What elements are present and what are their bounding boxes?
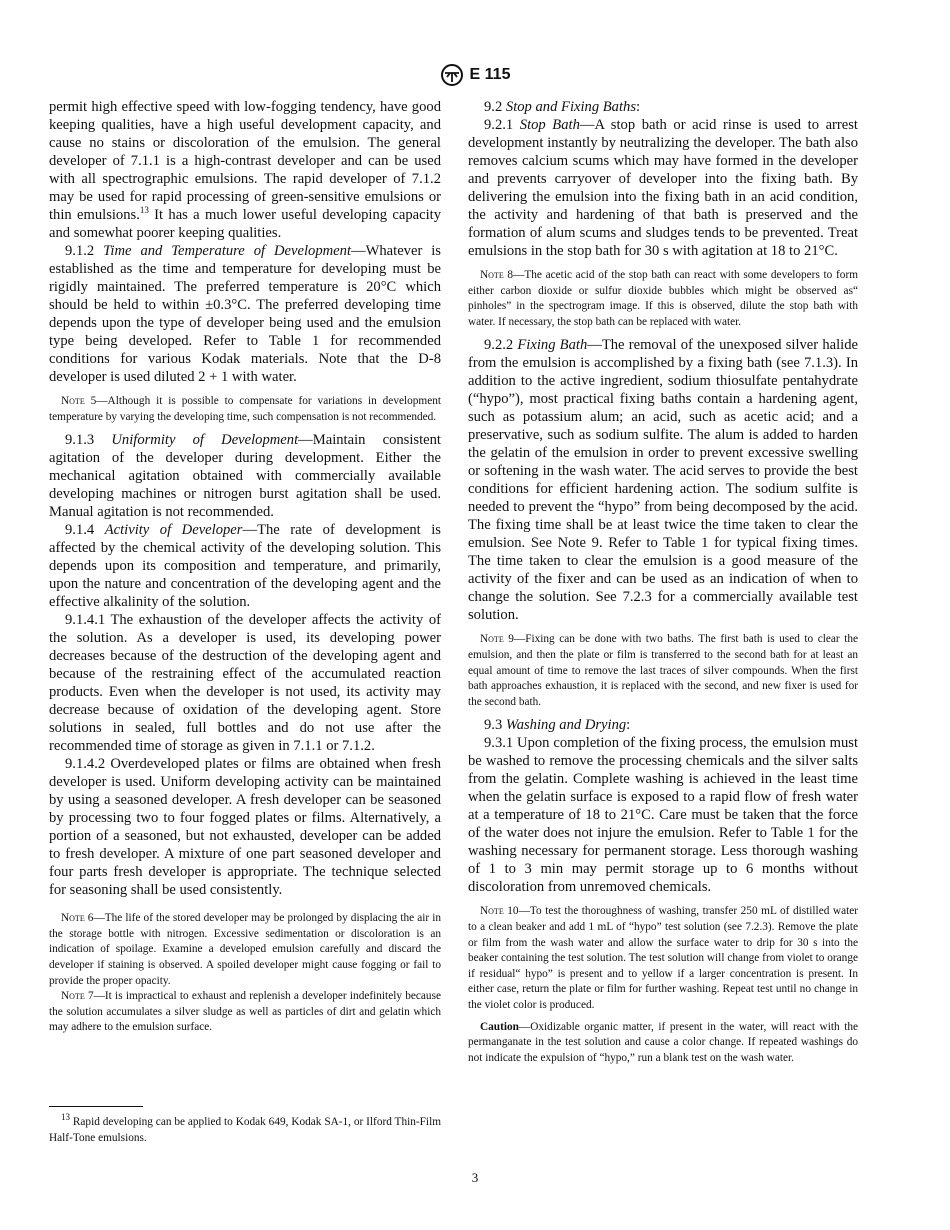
section-9-1-4-1: 9.1.4.1 The exhaustion of the developer affects the activity of the solution. As a developer is used, its developing power decreases because of the destruction of the developing agent and because of the restraining effect of the accumulated reaction products. Even when the developer is not used, its activity may decrease because of oxidation of the developing agent. Store solutions in sealed, full bottles and do not use after the recommended time of storage as given in 7.1.1 or 7.1.2. xyxy=(49,612,441,755)
footnote-ref[interactable]: 13 xyxy=(139,205,149,216)
footnote-divider xyxy=(49,1106,143,1107)
section-9-3-1: 9.3.1 Upon completion of the fixing process, the emulsion must be washed to remove the processing chemicals and the silver salts from the gelatin. Complete washing is achieved in the least time when the gelatin surface is exposed to a rapid flow of fresh water at a temperature of 18 to 21°C. Care must be taken that the force of the water does not injure the emulsion. Refer to Table 1 for the washing necessary for permanent storage. Less thorough washing of 1 to 3 min may permit storage up to 6 months without discoloration from unremoved chemicals. xyxy=(468,735,858,896)
section-9-1-4-2: 9.1.4.2 Overdeveloped plates or films are obtained when fresh developer is used. Uniform developing activity can be maintained by using a seasoned developer. A fresh developer can be seasoned by processing two to four fogged plates or films. Alternatively, a portion of a seasoned, but not exhausted, developer can be added to fresh developer. A mixture of one part seasoned developer and four parts fresh developer is appropriate. The technique selected for seasoning shall be used consistently. xyxy=(49,756,441,899)
section-9-3-heading: 9.3 Washing and Drying: xyxy=(484,717,631,734)
section-9-1-4: 9.1.4 Activity of Developer—The rate of development is affected by the chemical activity of the developing solution. This depends upon its composition and temperature, and primarily, upon the nature and concentration of the developing agent and the effective alkalinity of the solution. xyxy=(49,522,441,611)
page-header xyxy=(0,64,950,86)
note-10: Note 10—To test the thoroughness of washing, transfer 250 mL of distilled water to a clean beaker and add 1 mL of “hypo” test solution (see 7.2.3). Remove the plate or film from the wash water and allow the surface water to drip for 30 s into the beaker containing the test solution. The test solution will change from violet to orange if residual“ hypo” is present and to yellow if a larger concentration is present. In either case, return the plate or film for further washing. Repeat test until no change in the violet color is produced. xyxy=(468,905,858,1011)
paragraph-developer-intro: permit high effective speed with low-fogging tendency, have good keeping qualities, have a high useful development capacity, and cause no stains or discoloration of the emulsion. The general developer of 7.1.1 is a high-contrast developer and can be used with all spectrographic emulsions. The rapid developer of 7.1.2 may be used for rapid processing of green-sensitive emulsions or thin emulsions.$^{13}$ It has a much lower useful developing capacity and somewhat poorer keeping qualities. xyxy=(49,99,441,241)
note-5: Note 5—Although it is possible to compensate for variations in development temperature by varying the developing time, such compensation is not recommended. xyxy=(49,395,441,423)
section-9-1-3: 9.1.3 Uniformity of Development—Maintain consistent agitation of the developer during development. Either the mechanical agitation obtained with commercially available developing machines or nitrogen burst agitation shall be used. Manual agitation is not recommended. xyxy=(49,432,441,521)
footnote-13: $^{13}$ Rapid developing can be applied to Kodak 649, Kodak SA-1, or Ilford Thin-Film Half-Tone emulsions. xyxy=(49,1112,441,1144)
note-8: Note 8—The acetic acid of the stop bath can react with some developers to form either carbon dioxide or sulfur dioxide bubbles which might be observed as“ pinholes” in the spectrogram image. If this is observed, dilute the stop bath with water. If necessary, the stop bath can be replaced with water. xyxy=(468,269,859,328)
section-9-2-1: 9.2.1 Stop Bath—A stop bath or acid rinse is used to arrest development instantly by neutralizing the developer. The bath also removes calcium scums which may have formed in the developer and prevents carryover of developer into the fixing bath. By delivering the emulsion into the fixing bath in an acid condition, the activity and hardening of that bath is preserved and the formation of alum scums and sludges tends to be prevented. Treat emulsions in the stop bath for 30 s with agitation at 18 to 21°C. xyxy=(468,117,858,259)
section-9-2-heading: 9.2 Stop and Fixing Baths: xyxy=(484,99,641,115)
note-7: Note 7—It is impractical to exhaust and replenish a developer indefinitely because the solution accumulates a silver sludge as well as particles of dirt and gelatin which may adhere to the emulsion surface. xyxy=(49,990,441,1034)
standard-designation: E 115 xyxy=(469,66,511,83)
section-9-1-2: 9.1.2 Time and Temperature of Development—Whatever is established as the time and temperature for developing must be rigidly maintained. The preferred temperature is 20°C which should be held to within ±0.3°C. The preferred developing time depends upon the type of developer being used and the emulsion type being developed. Refer to Table 1 for recommended conditions for various Kodak materials. Note that the D-8 developer is used diluted 2 + 1 with water. xyxy=(49,243,441,385)
note-9: Note 9—Fixing can be done with two baths. The first bath is used to clear the emulsion, and then the plate or film is transferred to the second bath for at least an equal amount of time to remove the last traces of silver compounds. When the first bath approaches exhaustion, it is replaced with the second, and new fixer is used for the second bath. xyxy=(468,633,859,708)
right-column xyxy=(468,98,858,1066)
page-number: 3 xyxy=(471,1170,479,1185)
left-column xyxy=(49,98,441,1042)
section-9-2-2: 9.2.2 Fixing Bath—The removal of the unexposed silver halide from the emulsion is accomplished by a fixing bath (see 7.1.3). In addition to the active ingredient, sodium thiosulfate pentahydrate (“hypo”), most practical fixing baths contain a hardening agent, such as potassium alum; an acid, such as acetic acid; and a preservative, such as sodium sulfite. The alum is added to harden the gelatin of the emulsion in order to prevent excessive swelling or softening in the wash water. The acid serves to provide the best conditions for efficient hardening action. The sodium sulfite is needed to prevent the “hypo” from being decomposed by the acid. The fixing time shall be at least twice the time taken to clear the emulsion. See Note 9. Refer to Table 1 for typical fixing times. The time taken to clear the emulsion is a good measure of the activity of the fixer and can be used as an indication of when to change the solution. See 7.2.3 for a commercially available test solution. xyxy=(468,337,858,624)
caution-note: Caution—Oxidizable organic matter, if present in the water, will react with the permanganate in the test solution and cause a color change. If repeated washings do not indicate the expulsion of “hypo,” run a blank test on the wash water. xyxy=(468,1020,858,1064)
note-6: Note 6—The life of the stored developer may be prolonged by displacing the air in the storage bottle with nitrogen. Excessive sedimentation or discoloration is an indication of spoilage. Examine a developed emulsion carefully and discard the developer if staining is observed. A spoiled developer might cause fogging or fail to provide the proper opacity. xyxy=(49,912,441,987)
astm-logo-icon xyxy=(440,64,464,86)
